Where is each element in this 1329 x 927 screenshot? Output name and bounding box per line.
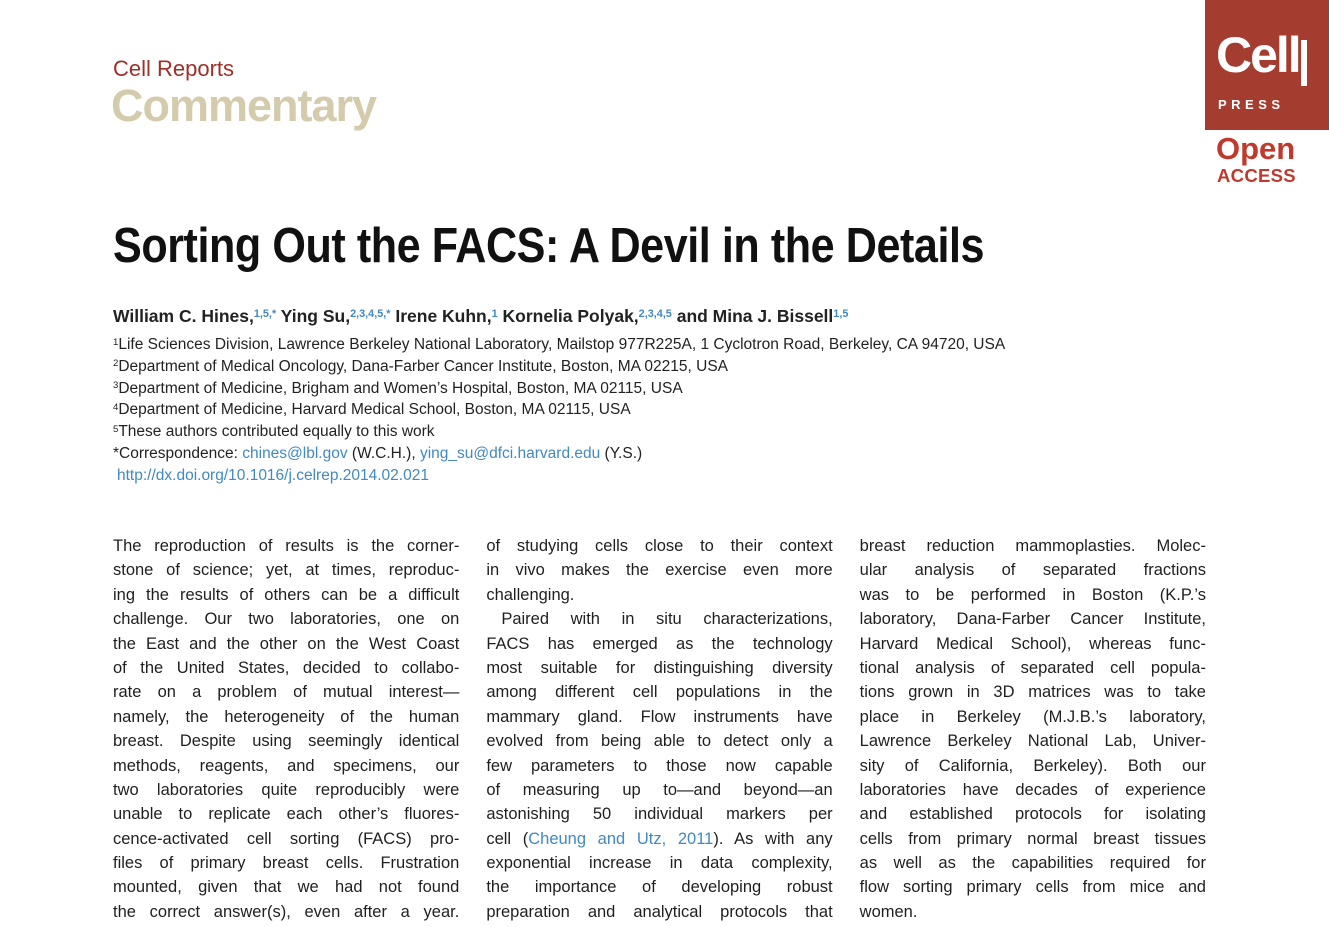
text-line: Lawrence Berkeley National Lab, Univer- <box>859 732 1206 751</box>
cell-press-logo-subtext: PRESS <box>1218 97 1285 112</box>
text-line: Harvard Medical School), whereas func- <box>859 634 1206 653</box>
journal-section-label: Commentary <box>111 80 377 131</box>
text-line: the East and the other on the West Coast <box>113 634 460 653</box>
affiliation-sup: 5 <box>113 423 119 435</box>
text-line: exponential increase in data complexity, <box>486 854 833 873</box>
affiliation: $^3$Department of Medicine, Brigham and Women’s Hospital, Boston, MA 02115, USA <box>113 379 683 397</box>
author-name: Ying Su, <box>276 306 351 326</box>
text-line: files of primary breast cells. Frustration <box>113 854 460 873</box>
email-link-hines[interactable]: chines@lbl.gov <box>242 444 348 462</box>
cell-press-logo-bar <box>1301 40 1307 86</box>
text-line: FACS has emerged as the technology <box>486 634 833 653</box>
open-access-access-label: ACCESS <box>1217 165 1296 186</box>
cell-press-logo <box>1205 0 1329 130</box>
text-line: of measuring up to—and beyond—an <box>486 780 833 799</box>
correspondence-line <box>113 443 1005 465</box>
text-line: stone of science; yet, at times, reproduc- <box>113 561 460 580</box>
text-line: was to be performed in Boston (K.P.’s <box>859 585 1206 604</box>
text-line: two laboratories quite reproducibly were <box>113 780 460 799</box>
journal-name: Cell Reports <box>113 56 235 81</box>
cell-press-logo-text: Cell <box>1216 27 1300 83</box>
text-line: Paired with in situ characterizations, <box>501 610 833 629</box>
text-line: rate on a problem of mutual interest— <box>113 683 460 702</box>
text-line: in vivo makes the exercise even more <box>486 561 833 580</box>
affiliation-sup: 3 <box>113 380 119 392</box>
author-name: Kornelia Polyak, <box>497 306 639 326</box>
author-affiliation-sup: 2,3,4,5,* <box>350 308 391 321</box>
text-line: ing the results of others can be a difficult <box>113 585 460 604</box>
text-line: the correct answer(s), even after a year. <box>113 902 460 921</box>
author-name: and Mina J. Bissell <box>671 306 834 326</box>
text-line: sity of California, Berkeley). Both our <box>859 756 1206 775</box>
text-line: challenging. <box>486 585 575 604</box>
author-affiliation-sup: 2,3,4,5 <box>638 308 672 321</box>
text-line: astonishing 50 individual markers per <box>486 805 833 824</box>
correspondence-text: (W.C.H.), <box>347 444 420 462</box>
affiliation: $^5$These authors contributed equally to this work <box>113 423 435 441</box>
front-matter <box>113 334 1005 487</box>
author-name: William C. Hines, <box>113 306 254 326</box>
text-line: tional analysis of separated cell popula- <box>859 658 1206 677</box>
text-line: flow sorting primary cells from mice and <box>859 878 1206 897</box>
text-line: women. <box>859 902 918 921</box>
text-line: ular analysis of separated fractions <box>859 561 1206 580</box>
text-column-1 <box>113 534 459 924</box>
citation-link[interactable]: Cheung and Utz, 2011 <box>528 829 714 848</box>
affiliation: $^2$Department of Medical Oncology, Dana-Farber Cancer Institute, Boston, MA 02215, USA <box>113 357 729 375</box>
author-line <box>113 306 848 327</box>
text-line: few parameters to those now capable <box>486 756 833 775</box>
text-line <box>486 827 832 851</box>
text-line: The reproduction of results is the corner- <box>113 537 460 555</box>
correspondence-text: (Y.S.) <box>600 444 643 462</box>
text-line: breast. Despite using seemingly identical <box>113 732 460 751</box>
text-line: of studying cells close to their context <box>486 537 833 555</box>
text-line: place in Berkeley (M.J.B.’s laboratory, <box>859 707 1206 726</box>
affiliation: $^4$Department of Medicine, Harvard Medical School, Boston, MA 02115, USA <box>113 401 631 419</box>
text-line: laboratories have decades of experience <box>859 780 1206 799</box>
affiliation-sup: 1 <box>113 336 119 348</box>
author-affiliation-sup: 1 <box>491 308 498 321</box>
affiliation-sup: 4 <box>113 402 119 414</box>
text-line: as well as the capabilities required for <box>859 854 1206 873</box>
author-affiliation-sup: 1,5,* <box>253 308 277 321</box>
doi-link[interactable]: http://dx.doi.org/10.1016/j.celrep.2014.02.021 <box>117 466 429 484</box>
text-line: among different cell populations in the <box>486 683 833 702</box>
correspondence-label: *Correspondence: <box>113 444 243 462</box>
text-line: cells from primary normal breast tissues <box>859 829 1206 848</box>
text-line: methods, reagents, and specimens, our <box>113 756 460 775</box>
affiliation: $^1$Life Sciences Division, Lawrence Berkeley National Laboratory, Mailstop 977R225A, 1 Cyclotron Road, Berkeley, CA 94720, USA <box>113 336 1006 353</box>
text-column-3 <box>860 534 1206 924</box>
text-line: and established protocols for isolating <box>859 805 1206 824</box>
article-body <box>113 534 1206 924</box>
affiliation-list <box>113 334 1005 443</box>
text-line: cence-activated cell sorting (FACS) pro- <box>113 829 460 848</box>
text-line: challenge. Our two laboratories, one on <box>113 610 460 629</box>
text-line: most suitable for distinguishing diversity <box>486 658 833 677</box>
email-link-su[interactable]: ying_su@dfci.harvard.edu <box>419 444 601 462</box>
doi-line <box>113 465 1005 487</box>
text-segment: cell ( <box>486 829 529 848</box>
text-line: laboratory, Dana-Farber Cancer Institute, <box>859 610 1206 629</box>
text-column-2 <box>486 534 832 924</box>
text-line: namely, the heterogeneity of the human <box>113 707 460 726</box>
text-line: unable to replicate each other’s fluores- <box>113 805 460 824</box>
author-name: Irene Kuhn, <box>390 306 492 326</box>
article-title: Sorting Out the FACS: A Devil in the Details <box>113 219 985 273</box>
open-access-open-label: Open <box>1216 131 1296 166</box>
author-affiliation-sup: 1,5 <box>833 308 849 321</box>
text-line: mounted, given that we had not found <box>113 878 460 897</box>
text-line: tions grown in 3D matrices was to take <box>859 683 1206 702</box>
text-segment: ). As with any <box>713 829 833 848</box>
text-line: of the United States, decided to collabo- <box>113 658 460 677</box>
text-line: breast reduction mammoplasties. Molec- <box>859 537 1206 555</box>
affiliation-sup: 2 <box>113 358 119 370</box>
text-line: the importance of developing robust <box>486 878 833 897</box>
text-line: mammary gland. Flow instruments have <box>486 707 833 726</box>
text-line: evolved from being able to detect only a <box>486 732 833 751</box>
text-line: preparation and analytical protocols that <box>486 902 833 921</box>
